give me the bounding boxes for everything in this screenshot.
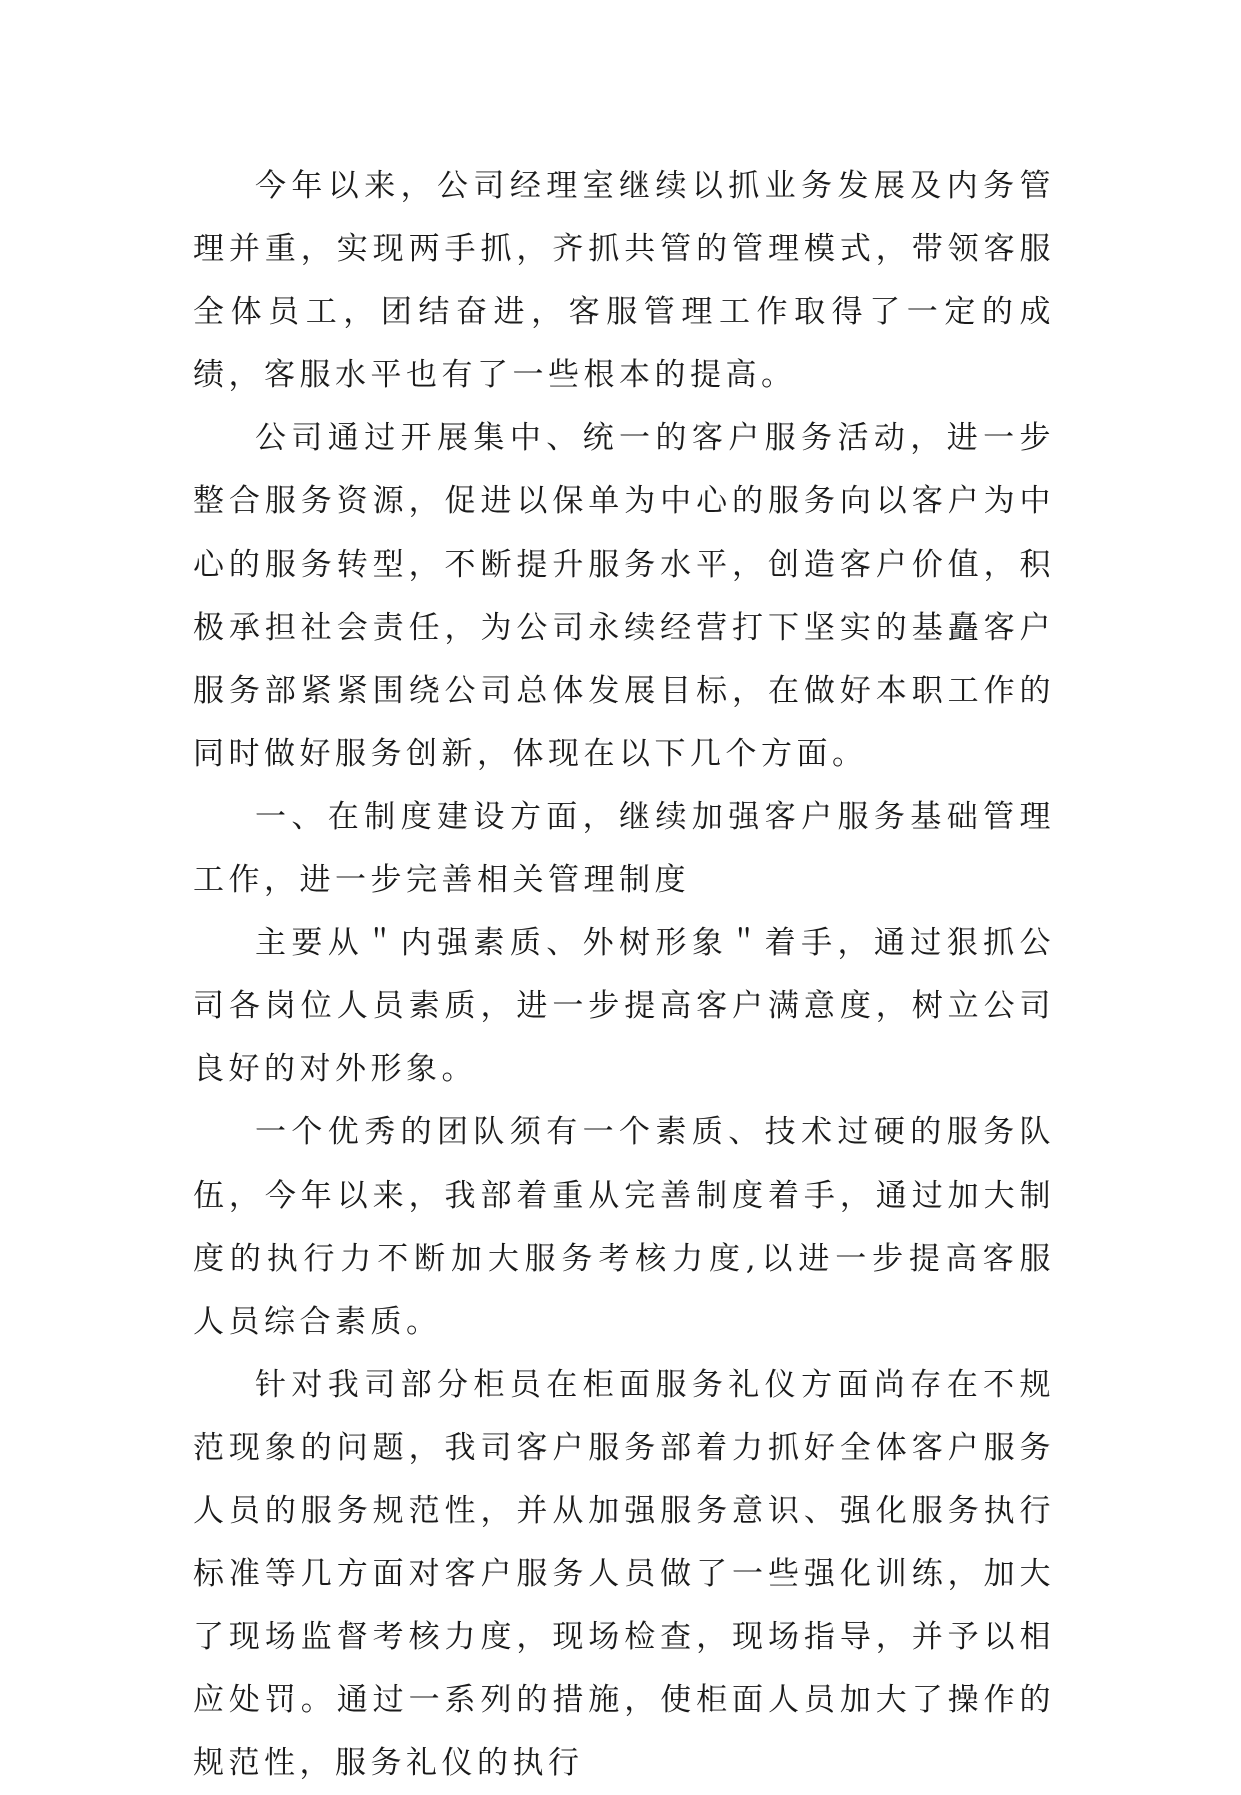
paragraph-counter-etiquette: 针对我司部分柜员在柜面服务礼仪方面尚存在不规范现象的问题，我司客户服务部着力抓好全体客户服务人员的服务规范性，并从加强服务意识、强化服务执行标准等几方面对客户服务人员做了一些强化训练，加大了现场监督考核力度，现场检查，现场指导，并予以相应处罚。通过一系列的措施，使柜面人员加大了操作的规范性，服务礼仪的执行 <box>193 1366 1055 1782</box>
paragraph-intro: 今年以来，公司经理室继续以抓业务发展及内务管理并重，实现两手抓，齐抓共管的管理模式，带领客服全体员工，团结奋进，客服管理工作取得了一定的成绩，客服水平也有了一些根本的提高。 <box>193 168 1055 394</box>
section-heading-system-building: 一、在制度建设方面，继续加强客户服务基础管理工作，进一步完善相关管理制度 <box>193 798 1055 899</box>
document-body <box>193 155 1055 1795</box>
paragraph-quality-image: 主要从＂内强素质、外树形象＂着手，通过狠抓公司各岗位人员素质，进一步提高客户满意度，树立公司良好的对外形象。 <box>193 925 1055 1088</box>
paragraph-service-integration: 公司通过开展集中、统一的客户服务活动，进一步整合服务资源，促进以保单为中心的服务向以客户为中心的服务转型，不断提升服务水平，创造客户价值，积极承担社会责任，为公司永续经营打下坚实的基矗客户服务部紧紧围绕公司总体发展目标，在做好本职工作的同时做好服务创新，体现在以下几个方面。 <box>193 420 1055 772</box>
paragraph-team-quality: 一个优秀的团队须有一个素质、技术过硬的服务队伍，今年以来，我部着重从完善制度着手，通过加大制度的执行力不断加大服务考核力度,以进一步提高客服人员综合素质。 <box>193 1114 1055 1340</box>
